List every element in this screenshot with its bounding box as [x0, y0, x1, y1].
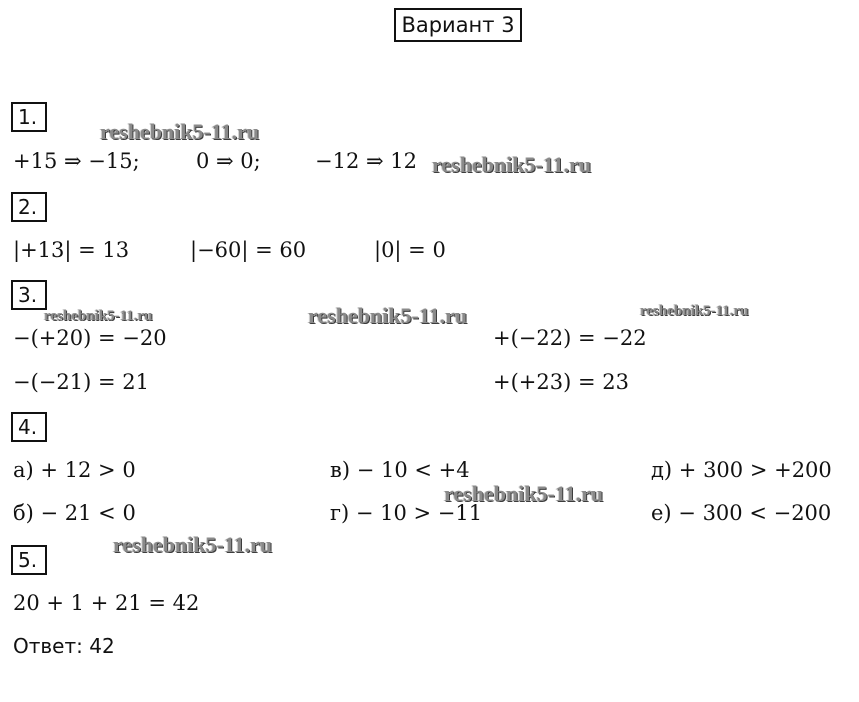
- task-3-item-3: −(−21) = 21: [13, 370, 149, 394]
- task-4-item-e: е) − 300 < −200: [651, 501, 832, 525]
- task-1-number: 1.: [11, 102, 47, 132]
- task-5-answer: Ответ: 42: [13, 634, 115, 658]
- task-3-item-1: −(+20) = −20: [13, 326, 167, 350]
- watermark-6: reshebnik5-11.ru: [444, 481, 604, 506]
- task-4-number: 4.: [11, 412, 47, 442]
- task-4-item-b: б) − 21 < 0: [13, 501, 136, 525]
- task-2-number: 2.: [11, 192, 47, 222]
- watermark-2: reshebnik5-11.ru: [432, 152, 592, 177]
- page-title: Вариант 3: [394, 8, 522, 42]
- task-5-equation: 20 + 1 + 21 = 42: [13, 591, 200, 615]
- task-2-item-1: |+13| = 13: [13, 238, 130, 262]
- task-4-item-v: в) − 10 < +4: [330, 458, 470, 482]
- watermark-7: reshebnik5-11.ru: [113, 532, 273, 557]
- task-5-number: 5.: [11, 545, 47, 575]
- task-2-item-3: |0| = 0: [374, 238, 446, 262]
- task-3-item-4: +(+23) = 23: [493, 370, 629, 394]
- task-1-item-2: 0 ⇒ 0;: [196, 149, 261, 173]
- watermark-3: reshebnik5-11.ru: [44, 308, 153, 324]
- task-1-item-3: −12 ⇒ 12: [315, 149, 417, 173]
- task-4-item-a: а) + 12 > 0: [13, 458, 136, 482]
- task-2-item-2: |−60| = 60: [190, 238, 307, 262]
- watermark-1: reshebnik5-11.ru: [100, 119, 260, 144]
- task-3-number: 3.: [11, 280, 47, 310]
- task-3-item-2: +(−22) = −22: [493, 326, 647, 350]
- task-4-item-d: д) + 300 > +200: [651, 458, 832, 482]
- watermark-4: reshebnik5-11.ru: [308, 303, 468, 328]
- task-4-item-g: г) − 10 > −11: [330, 501, 483, 525]
- task-1-item-1: +15 ⇒ −15;: [13, 149, 140, 173]
- watermark-5: reshebnik5-11.ru: [640, 303, 749, 319]
